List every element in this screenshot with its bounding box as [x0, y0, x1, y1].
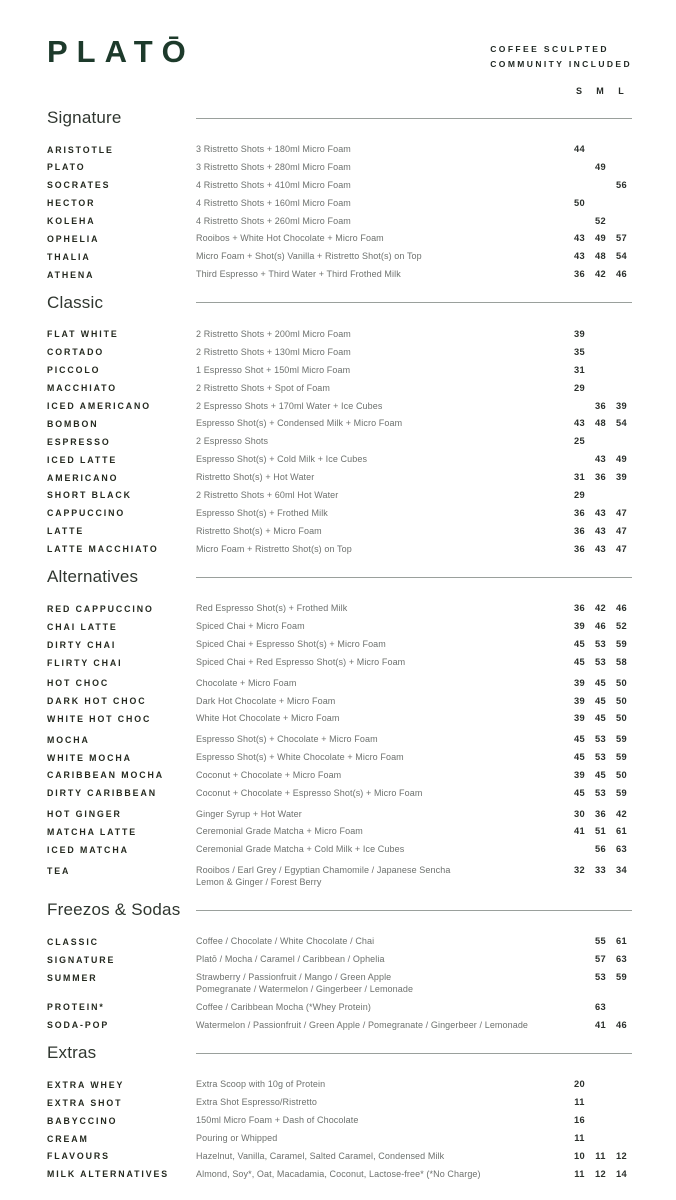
price-small: 36 [574, 269, 585, 280]
price-medium: 52 [595, 215, 606, 226]
item-name: PROTEIN* [47, 1002, 105, 1013]
menu-item-row [47, 1168, 632, 1181]
section-header [47, 1040, 632, 1066]
price-small: 11 [574, 1133, 585, 1144]
item-description: Almond, Soy*, Oat, Macadamia, Coconut, Lactose-free* (*No Charge) [196, 1168, 481, 1179]
menu-item-row [47, 656, 632, 669]
item-name: KOLEHA [47, 216, 96, 227]
menu-item-row [47, 935, 632, 948]
price-large: 63 [616, 844, 627, 855]
item-description: Pouring or Whipped [196, 1133, 278, 1144]
section-header [47, 564, 632, 590]
item-description: Ginger Syrup + Hot Water [196, 808, 302, 819]
menu-item-row [47, 489, 632, 502]
menu-item-row [47, 143, 632, 156]
price-large: 63 [616, 954, 627, 965]
price-medium: 55 [595, 936, 606, 947]
item-name: PLATO [47, 162, 86, 173]
menu-group [47, 328, 632, 555]
price-small: 30 [574, 808, 585, 819]
item-name: ESPRESSO [47, 436, 111, 447]
price-medium: 43 [595, 525, 606, 536]
price-medium: 45 [595, 769, 606, 780]
item-name: EXTRA WHEY [47, 1079, 125, 1090]
menu-item-row [47, 712, 632, 725]
item-description: Coffee / Chocolate / White Chocolate / Chai [196, 936, 375, 947]
item-description: Platō / Mocha / Caramel / Caribbean / Ophelia [196, 954, 385, 965]
item-description: Hazelnut, Vanilla, Caramel, Salted Caramel, Condensed Milk [196, 1150, 445, 1161]
price-small: 45 [574, 639, 585, 650]
item-description: Spiced Chai + Red Espresso Shot(s) + Micro Foam [196, 657, 406, 667]
section-header [47, 290, 632, 316]
price-large: 56 [616, 179, 627, 190]
menu-group [47, 733, 632, 799]
price-small: 39 [574, 713, 585, 724]
menu-item-row [47, 638, 632, 651]
section-groups [47, 602, 632, 888]
section-title: Alternatives [47, 567, 139, 587]
price-medium: 53 [595, 972, 606, 983]
price-medium: 45 [595, 713, 606, 724]
item-description: Rooibos + White Hot Chocolate + Micro Foam [196, 233, 384, 244]
price-large: 57 [616, 233, 627, 244]
menu-item-row [47, 364, 632, 377]
item-description: Micro Foam + Shot(s) Vanilla + Ristretto Shot(s) on Top [196, 251, 422, 262]
price-medium: 43 [595, 454, 606, 465]
item-description: Extra Shot Espresso/Ristretto [196, 1097, 317, 1108]
price-medium: 43 [595, 507, 606, 518]
menu-item-row [47, 179, 632, 192]
price-small: 25 [574, 436, 585, 447]
item-name: CAPPUCCINO [47, 508, 126, 519]
item-description: 1 Espresso Shot + 150ml Micro Foam [196, 364, 351, 375]
menu-item-row [47, 1114, 632, 1127]
section-rule [196, 118, 632, 119]
menu-item-row [47, 602, 632, 615]
price-large: 39 [616, 472, 627, 483]
item-description: Ceremonial Grade Matcha + Cold Milk + Ice Cubes [196, 844, 405, 855]
price-large: 46 [616, 1019, 627, 1030]
price-small: 45 [574, 752, 585, 763]
price-large: 46 [616, 603, 627, 614]
item-description: Red Espresso Shot(s) + Frothed Milk [196, 603, 348, 614]
price-medium: 63 [595, 1001, 606, 1012]
item-name: DIRTY CARIBBEAN [47, 788, 157, 799]
price-small: 43 [574, 251, 585, 262]
item-description: 2 Ristretto Shots + 130ml Micro Foam [196, 346, 351, 357]
item-name: WHITE MOCHA [47, 752, 132, 763]
price-medium: 42 [595, 603, 606, 614]
price-small: 31 [574, 472, 585, 483]
menu-sections [47, 105, 632, 1181]
item-name: ARISTOTLE [47, 144, 114, 155]
price-large: 52 [616, 621, 627, 632]
price-small: 36 [574, 507, 585, 518]
menu-item-row [47, 1078, 632, 1091]
item-name: CORTADO [47, 347, 105, 358]
menu-item-row [47, 250, 632, 263]
menu-item-row [47, 825, 632, 838]
item-name: EXTRA SHOT [47, 1097, 123, 1108]
price-small: 16 [574, 1115, 585, 1126]
item-description: Espresso Shot(s) + Frothed Milk [196, 507, 328, 518]
item-description: Spiced Chai + Espresso Shot(s) + Micro Foam [196, 639, 386, 650]
price-medium: 51 [595, 826, 606, 837]
menu-item-row [47, 543, 632, 556]
price-small: 36 [574, 525, 585, 536]
header [47, 34, 632, 72]
item-name: MOCHA [47, 734, 90, 745]
price-large: 39 [616, 400, 627, 411]
item-description: Coconut + Chocolate + Espresso Shot(s) + Micro Foam [196, 787, 423, 798]
price-large: 61 [616, 936, 627, 947]
item-name: CHAI LATTE [47, 621, 118, 632]
item-name: MATCHA LATTE [47, 826, 138, 837]
price-large: 46 [616, 269, 627, 280]
price-medium: 49 [595, 161, 606, 172]
item-description: 2 Espresso Shots [196, 436, 269, 447]
price-small: 39 [574, 621, 585, 632]
menu-item-row [47, 435, 632, 448]
item-description: Ristretto Shot(s) + Hot Water [196, 472, 315, 483]
price-large: 59 [616, 639, 627, 650]
menu-section [47, 1040, 632, 1180]
item-description: White Hot Chocolate + Micro Foam [196, 713, 340, 724]
price-medium: 33 [595, 865, 606, 876]
menu-item-row [47, 620, 632, 633]
section-rule [196, 577, 632, 578]
menu-item-row [47, 268, 632, 281]
menu-group [47, 808, 632, 856]
price-small: 29 [574, 382, 585, 393]
price-large: 61 [616, 826, 627, 837]
item-name: RED CAPPUCCINO [47, 603, 154, 614]
section-groups [47, 1078, 632, 1180]
menu-item-row [47, 328, 632, 341]
item-description: Extra Scoop with 10g of Protein [196, 1079, 326, 1090]
menu-group [47, 143, 632, 281]
menu-item-row [47, 417, 632, 430]
menu-item-row [47, 215, 632, 228]
price-small: 39 [574, 695, 585, 706]
item-description: Chocolate + Micro Foam [196, 677, 297, 688]
price-small: 45 [574, 787, 585, 798]
brand-logo: PLATŌ [47, 34, 195, 69]
menu-group [47, 677, 632, 725]
price-medium: 53 [595, 734, 606, 745]
item-name: SUMMER [47, 972, 98, 983]
item-name: FLAT WHITE [47, 329, 119, 340]
price-large: 54 [616, 418, 627, 429]
menu-section [47, 290, 632, 555]
price-medium: 36 [595, 400, 606, 411]
price-large: 59 [616, 734, 627, 745]
menu-item-row [47, 197, 632, 210]
menu-group [47, 1078, 632, 1180]
price-small: 32 [574, 865, 585, 876]
price-small: 39 [574, 677, 585, 688]
price-large: 12 [616, 1150, 627, 1161]
menu-item-row [47, 808, 632, 821]
menu-item-row [47, 1132, 632, 1145]
item-description: 4 Ristretto Shots + 260ml Micro Foam [196, 215, 351, 226]
menu-item-row [47, 382, 632, 395]
price-medium: 49 [595, 233, 606, 244]
section-rule [196, 302, 632, 303]
item-description: Ceremonial Grade Matcha + Micro Foam [196, 826, 363, 837]
item-description: Dark Hot Chocolate + Micro Foam [196, 695, 336, 706]
price-small: 11 [574, 1168, 585, 1179]
menu-item-row [47, 751, 632, 764]
item-description: 2 Espresso Shots + 170ml Water + Ice Cubes [196, 400, 383, 411]
menu-group [47, 864, 632, 888]
price-medium: 56 [595, 844, 606, 855]
item-name: OPHELIA [47, 233, 100, 244]
item-name: FLIRTY CHAI [47, 657, 123, 668]
menu-section [47, 105, 632, 281]
menu-item-row [47, 161, 632, 174]
item-description: 2 Ristretto Shots + 200ml Micro Foam [196, 328, 351, 339]
price-small: 44 [574, 144, 585, 154]
menu-item-row [47, 453, 632, 466]
menu-item-row [47, 1001, 632, 1014]
price-small: 39 [574, 769, 585, 780]
price-large: 59 [616, 787, 627, 798]
item-name: HOT CHOC [47, 678, 110, 689]
item-name: CARIBBEAN MOCHA [47, 770, 164, 781]
item-name: ICED AMERICANO [47, 401, 151, 411]
item-name: TEA [47, 865, 71, 876]
item-name: SHORT BLACK [47, 490, 132, 501]
price-small: 45 [574, 657, 585, 667]
menu-item-row [47, 346, 632, 359]
section-rule [196, 1053, 632, 1054]
price-large: 14 [616, 1168, 627, 1179]
section-header [47, 105, 632, 131]
price-medium: 48 [595, 251, 606, 262]
price-large: 34 [616, 865, 627, 876]
menu-item-row [47, 733, 632, 746]
price-medium: 12 [595, 1168, 606, 1179]
menu-item-row [47, 525, 632, 538]
size-column-large: L [618, 86, 625, 96]
menu-group [47, 602, 632, 668]
price-medium: 48 [595, 418, 606, 429]
item-name: MILK ALTERNATIVES [47, 1169, 170, 1180]
section-title: Freezos & Sodas [47, 900, 181, 920]
price-small: 29 [574, 489, 585, 500]
price-medium: 46 [595, 621, 606, 632]
item-description: 2 Ristretto Shots + 60ml Hot Water [196, 489, 339, 500]
section-groups [47, 935, 632, 1031]
menu-item-row [47, 971, 632, 995]
price-small: 50 [574, 197, 585, 208]
item-name: DARK HOT CHOC [47, 696, 147, 707]
item-name: DIRTY CHAI [47, 639, 117, 650]
item-name: SODA-POP [47, 1020, 110, 1031]
menu-item-row [47, 843, 632, 856]
item-description: Espresso Shot(s) + Condensed Milk + Micro Foam [196, 418, 403, 429]
menu-item-row [47, 1096, 632, 1109]
menu-item-row [47, 232, 632, 245]
menu-item-row [47, 1019, 632, 1032]
price-small: 35 [574, 346, 585, 357]
item-description: Espresso Shot(s) + Cold Milk + Ice Cubes [196, 454, 368, 465]
item-description: Espresso Shot(s) + Chocolate + Micro Foam [196, 734, 378, 745]
price-medium: 42 [595, 269, 606, 280]
tagline-line-2: COMMUNITY INCLUDED [490, 59, 632, 69]
section-title: Classic [47, 292, 104, 312]
price-large: 42 [616, 808, 627, 819]
item-description: Micro Foam + Ristretto Shot(s) on Top [196, 543, 352, 554]
price-large: 50 [616, 677, 627, 688]
item-description: 3 Ristretto Shots + 180ml Micro Foam [196, 144, 351, 154]
price-large: 47 [616, 543, 627, 554]
menu-item-row [47, 953, 632, 966]
item-description: Spiced Chai + Micro Foam [196, 621, 305, 632]
item-description: 4 Ristretto Shots + 410ml Micro Foam [196, 179, 351, 190]
item-name: HOT GINGER [47, 809, 122, 820]
item-description: Third Espresso + Third Water + Third Frothed Milk [196, 269, 401, 280]
item-name: ICED LATTE [47, 454, 118, 465]
item-name: SOCRATES [47, 180, 111, 191]
item-name: PICCOLO [47, 365, 101, 376]
item-description: 3 Ristretto Shots + 280ml Micro Foam [196, 161, 351, 172]
price-large: 49 [616, 454, 627, 465]
item-name: BOMBON [47, 418, 99, 429]
price-small: 11 [574, 1097, 585, 1108]
price-large: 47 [616, 507, 627, 518]
price-small: 31 [574, 364, 585, 375]
section-header [47, 897, 632, 923]
price-large: 50 [616, 769, 627, 780]
item-name: ATHENA [47, 269, 95, 280]
price-medium: 11 [595, 1150, 606, 1161]
price-small: 39 [574, 328, 585, 339]
menu-item-row [47, 864, 632, 888]
price-medium: 43 [595, 543, 606, 554]
price-medium: 53 [595, 657, 606, 667]
price-large: 50 [616, 713, 627, 724]
section-title: Extras [47, 1043, 97, 1063]
price-large: 59 [616, 972, 627, 983]
item-name: FLAVOURS [47, 1151, 110, 1162]
price-large: 59 [616, 752, 627, 763]
price-medium: 53 [595, 787, 606, 798]
size-column-small: S [575, 86, 583, 96]
price-small: 20 [574, 1079, 585, 1090]
price-large: 54 [616, 251, 627, 262]
item-name: MACCHIATO [47, 383, 118, 394]
price-medium: 36 [595, 472, 606, 483]
price-small: 41 [574, 826, 585, 837]
item-name: CLASSIC [47, 936, 99, 947]
menu-item-row [47, 507, 632, 520]
item-name: SIGNATURE [47, 954, 116, 965]
item-description: 2 Ristretto Shots + Spot of Foam [196, 382, 331, 393]
section-groups [47, 143, 632, 281]
item-name: LATTE [47, 526, 85, 537]
item-description: Coffee / Caribbean Mocha (*Whey Protein) [196, 1001, 371, 1012]
item-name: WHITE HOT CHOC [47, 713, 152, 724]
size-columns-header [47, 86, 632, 96]
menu-item-row [47, 1150, 632, 1163]
menu-item-row [47, 769, 632, 782]
item-description-line2: Pomegranate / Watermelon / Gingerbeer / Lemonade [196, 984, 414, 995]
menu-item-row [47, 695, 632, 708]
price-medium: 36 [595, 808, 606, 819]
menu-group [47, 935, 632, 1031]
item-description: Watermelon / Passionfruit / Green Apple / Pomegranate / Gingerbeer / Lemonade [196, 1019, 529, 1030]
menu-item-row [47, 787, 632, 800]
item-name: LATTE MACCHIATO [47, 544, 159, 555]
item-description: Rooibos / Earl Grey / Egyptian Chamomile / Japanese Sencha Lemon & Ginger / Forest Berry [196, 864, 569, 888]
item-name: THALIA [47, 251, 91, 262]
item-description: Coconut + Chocolate + Micro Foam [196, 769, 342, 780]
price-small: 43 [574, 233, 585, 244]
item-name: CREAM [47, 1133, 89, 1144]
price-medium: 53 [595, 639, 606, 650]
size-column-medium: M [596, 86, 605, 96]
tagline-line-1: COFFEE SCULPTED [490, 44, 609, 54]
price-medium: 53 [595, 752, 606, 763]
item-description: 4 Ristretto Shots + 160ml Micro Foam [196, 197, 351, 208]
item-description: Ristretto Shot(s) + Micro Foam [196, 525, 322, 536]
item-description: Espresso Shot(s) + White Chocolate + Micro Foam [196, 752, 404, 763]
item-description: 150ml Micro Foam + Dash of Chocolate [196, 1115, 359, 1126]
menu-section [47, 564, 632, 888]
price-medium: 45 [595, 677, 606, 688]
item-name: HECTOR [47, 198, 96, 209]
price-small: 10 [574, 1150, 585, 1161]
item-name: BABYCCINO [47, 1115, 118, 1126]
section-groups [47, 328, 632, 555]
item-name: ICED MATCHA [47, 844, 129, 855]
price-medium: 41 [595, 1019, 606, 1030]
item-description-line2: Lemon & Ginger / Forest Berry [196, 877, 322, 888]
menu-item-row [47, 677, 632, 690]
menu-section [47, 897, 632, 1031]
price-small: 36 [574, 543, 585, 554]
price-large: 58 [616, 657, 627, 667]
menu-item-row [47, 471, 632, 484]
price-small: 43 [574, 418, 585, 429]
tagline [490, 42, 632, 72]
price-large: 47 [616, 525, 627, 536]
item-name: AMERICANO [47, 472, 119, 483]
price-medium: 57 [595, 954, 606, 965]
price-small: 45 [574, 734, 585, 745]
price-small: 36 [574, 603, 585, 614]
section-title: Signature [47, 108, 122, 127]
price-medium: 45 [595, 695, 606, 706]
section-rule [196, 910, 632, 911]
price-large: 50 [616, 695, 627, 706]
menu-item-row [47, 400, 632, 413]
item-description: Strawberry / Passionfruit / Mango / Green Apple Pomegranate / Watermelon / Gingerbeer / Lemonade [196, 971, 569, 995]
